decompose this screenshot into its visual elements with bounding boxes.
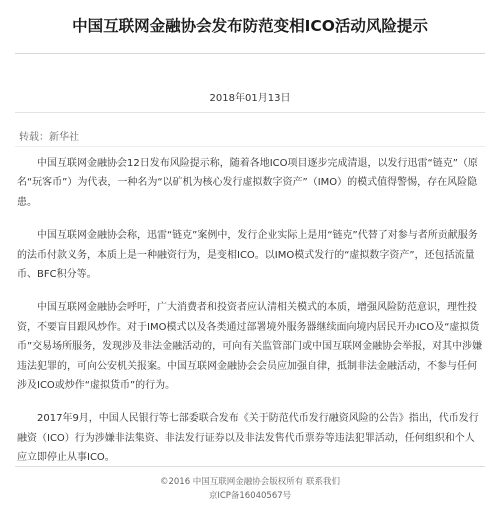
- title-divider: [15, 53, 485, 54]
- article-title: 中国互联网金融协会发布防范变相ICO活动风险提示: [72, 17, 428, 35]
- contact-us-link[interactable]: 联系我们: [306, 477, 341, 487]
- article-body: [17, 152, 483, 482]
- copyright-text: ©2016 中国互联网金融协会版权所有: [159, 477, 304, 487]
- article-date: 2018年01月13日: [209, 93, 291, 104]
- article-paragraph-1: 中国互联网金融协会12日发布风险提示称，随着各地ICO项目逐步完成清退，以发行迅雷“链克”（原名“玩客币”）为代表，一种名为“以矿机为核心发行虚拟数字资产”（IMO）的模式值得警惕，存在风险隐患。: [17, 158, 478, 208]
- source-divider: [15, 146, 485, 147]
- date-divider: [15, 112, 485, 113]
- footer-divider: [15, 466, 485, 467]
- article-paragraph-3: 中国互联网金融协会呼吁，广大消费者和投资者应认清相关模式的本质，增强风险防范意识，理性投资，不要盲目跟风炒作。对于IMO模式以及各类通过部署境外服务器继续面向境内居民开办ICO及“虚拟货币”交易场所服务，发现涉及非法金融活动的，可向有关监管部门或中国互联网金融协会举报，对其中涉嫌违法犯罪的，可向公安机关报案。中国互联网金融协会会员应加强自律，抵制非法金融活动，不参与任何涉及ICO或炒作“虚拟货币”的行为。: [17, 302, 483, 392]
- footer-copyright-line: [0, 475, 500, 487]
- article-source: 转载：新华社: [19, 132, 79, 143]
- article-paragraph-4: 2017年9月，中国人民银行等七部委联合发布《关于防范代币发行融资风险的公告》指出，代币发行融资（ICO）行为涉嫌非法集资、非法发行证券以及非法发售代币票券等违法犯罪活动，任何组织和个人应立即停止从事ICO。: [17, 413, 479, 464]
- icp-license: 京ICP备16040567号: [208, 491, 292, 501]
- article-paragraph-2: 中国互联网金融协会称，迅雷“链克”案例中，发行企业实际上是用“链克”代替了对参与者所贡献服务的法币付款义务，本质上是一种融资行为，是变相ICO。以IMO模式发行的“虚拟数字资产”，还包括流量币、BFC积分等。: [17, 230, 478, 281]
